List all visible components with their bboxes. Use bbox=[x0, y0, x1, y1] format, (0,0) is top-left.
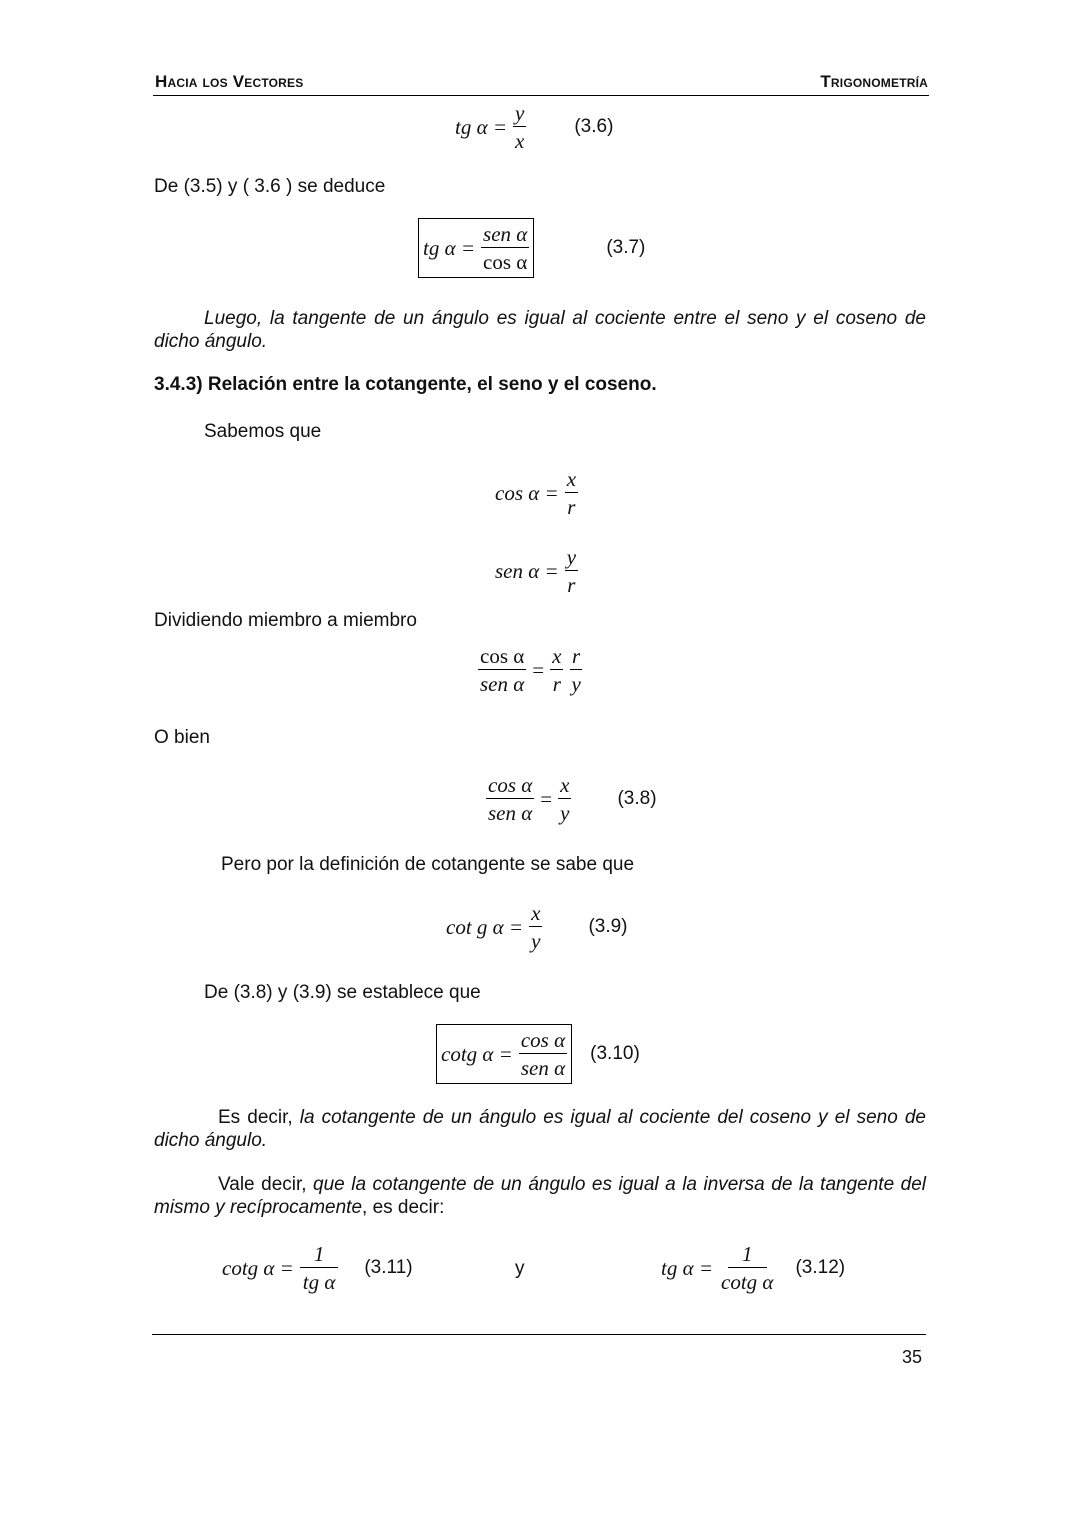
fraction bbox=[565, 468, 578, 518]
denominator: r bbox=[552, 672, 561, 696]
equation-lhs: cot g α = bbox=[446, 914, 524, 939]
equation-lhs: tg α = bbox=[455, 114, 508, 139]
numerator: x bbox=[560, 773, 570, 797]
fraction bbox=[529, 902, 542, 952]
equation-3-7 bbox=[418, 218, 645, 278]
boxed-formula bbox=[436, 1024, 572, 1084]
fraction bbox=[513, 102, 526, 152]
numerator: y bbox=[515, 101, 525, 125]
numerator: y bbox=[566, 545, 577, 569]
paragraph-luego: Luego, la tangente de un ángulo es igual al cociente entre el seno y el coseno de dicho ángulo. bbox=[154, 308, 926, 352]
numerator: cos α bbox=[520, 1028, 566, 1052]
numerator: 1 bbox=[300, 1243, 339, 1268]
section-heading: 3.4.3) Relación entre la cotangente, el seno y el coseno. bbox=[154, 374, 657, 395]
equation-number: (3.11) bbox=[364, 1257, 413, 1278]
fraction bbox=[550, 645, 563, 695]
denominator: x bbox=[515, 129, 525, 153]
denominator: tg α bbox=[302, 1270, 336, 1294]
text-tail: , es decir: bbox=[362, 1197, 445, 1218]
equation-number: (3.12) bbox=[795, 1257, 846, 1278]
boxed-formula bbox=[418, 218, 534, 278]
text-italic: la cotangente de un ángulo es igual al cociente del coseno y el seno de dicho ángulo. bbox=[154, 1107, 926, 1151]
equals-sign: = bbox=[532, 657, 545, 682]
paragraph-de38: De (3.8) y (3.9) se establece que bbox=[204, 982, 481, 1003]
text-italic: que la cotangente de un ángulo es igual a la inversa de la tangente del mismo y recíprocamente bbox=[154, 1174, 926, 1218]
denominator: sen α bbox=[480, 672, 525, 696]
paragraph-deduce: De (3.5) y ( 3.6 ) se deduce bbox=[154, 176, 386, 197]
equation-3-8 bbox=[486, 774, 657, 824]
denominator: cos α bbox=[483, 250, 528, 274]
denominator: sen α bbox=[520, 1056, 566, 1080]
numerator: 1 bbox=[728, 1243, 767, 1268]
header-rule bbox=[153, 95, 929, 96]
equation-lhs: tg α = bbox=[661, 1255, 714, 1280]
fraction bbox=[565, 546, 578, 596]
denominator: cotg α bbox=[721, 1270, 774, 1294]
equation-3-12 bbox=[661, 1243, 845, 1293]
numerator: sen α bbox=[483, 222, 528, 246]
denominator: y bbox=[531, 929, 541, 953]
equation-lhs: cotg α = bbox=[222, 1255, 294, 1280]
fraction bbox=[300, 1243, 339, 1293]
numerator: cos α bbox=[488, 773, 533, 797]
numerator: r bbox=[572, 644, 581, 668]
numerator: cos α bbox=[480, 644, 525, 668]
text-plain: Vale decir, bbox=[218, 1174, 314, 1195]
fraction bbox=[569, 645, 582, 695]
paragraph-pero: Pero por la definición de cotangente se sabe que bbox=[221, 854, 635, 875]
conjunction-y: y bbox=[515, 1258, 525, 1279]
running-header-left: Hacia los Vectores bbox=[155, 72, 304, 91]
equation-lhs: sen α = bbox=[495, 558, 559, 583]
equation-cos bbox=[495, 468, 578, 518]
equation-3-11 bbox=[222, 1243, 413, 1293]
denominator: y bbox=[571, 672, 581, 696]
paragraph-obien: O bien bbox=[154, 727, 210, 748]
equation-3-9 bbox=[446, 902, 628, 952]
denominator: r bbox=[567, 573, 576, 597]
equation-number: (3.9) bbox=[588, 916, 628, 937]
fraction bbox=[478, 645, 526, 695]
equation-division bbox=[478, 645, 583, 695]
equation-lhs: cotg α = bbox=[441, 1041, 513, 1066]
fraction bbox=[519, 1029, 567, 1079]
equation-3-6 bbox=[455, 102, 613, 152]
fraction bbox=[558, 774, 571, 824]
paragraph-valedecir bbox=[154, 1173, 926, 1219]
fraction bbox=[719, 1243, 775, 1293]
equation-number: (3.10) bbox=[590, 1043, 640, 1064]
equation-3-10 bbox=[436, 1024, 640, 1084]
equation-lhs: cos α = bbox=[495, 480, 559, 505]
paragraph-esdecir bbox=[154, 1106, 926, 1152]
denominator: sen α bbox=[488, 801, 533, 825]
equation-number: (3.6) bbox=[574, 116, 614, 137]
fraction bbox=[486, 774, 534, 824]
numerator: x bbox=[531, 901, 541, 925]
equation-lhs: tg α = bbox=[423, 235, 476, 260]
page-number: 35 bbox=[901, 1347, 922, 1367]
fraction bbox=[481, 223, 529, 273]
denominator: y bbox=[560, 801, 570, 825]
numerator: x bbox=[552, 644, 562, 668]
equation-number: (3.7) bbox=[606, 237, 646, 258]
equals-sign: = bbox=[540, 786, 553, 811]
footer-rule bbox=[152, 1334, 926, 1335]
running-header-right: Trigonometría bbox=[820, 72, 928, 91]
numerator: x bbox=[566, 467, 577, 491]
equation-number: (3.8) bbox=[617, 788, 657, 809]
text-plain: Es decir, bbox=[218, 1107, 300, 1128]
paragraph-sabemos: Sabemos que bbox=[204, 421, 322, 442]
equation-sen bbox=[495, 546, 578, 596]
denominator: r bbox=[567, 495, 576, 519]
paragraph-dividiendo: Dividiendo miembro a miembro bbox=[154, 610, 417, 631]
